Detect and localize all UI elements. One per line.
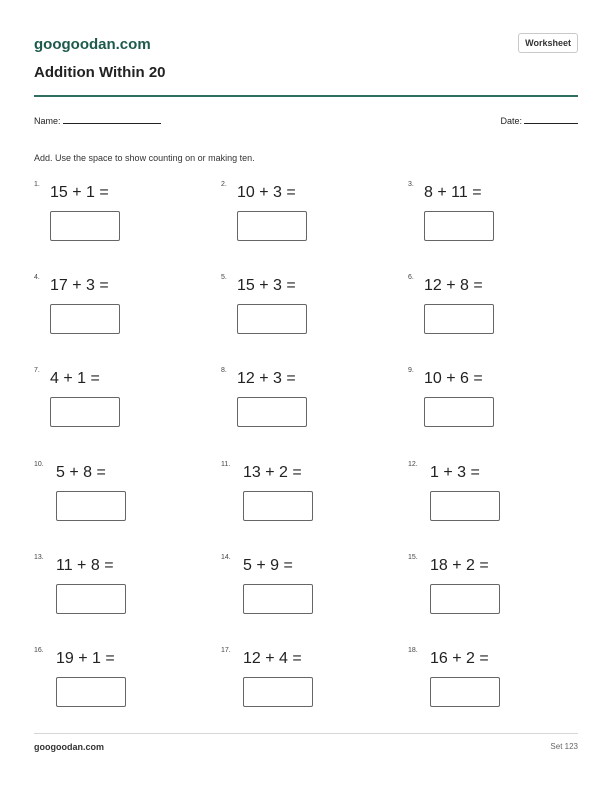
problem-number: 11. [221, 461, 231, 468]
problem-18 [408, 647, 568, 727]
problem-15 [408, 554, 568, 634]
problem-expression: 1 + 3 = [430, 464, 480, 481]
problem-expression: 12 + 8 = [424, 277, 483, 294]
problem-13 [34, 554, 194, 634]
footer-set-number: Set 123 [550, 742, 578, 751]
problem-expression: 8 + 11 = [424, 184, 482, 201]
footer-site[interactable]: googoodan.com [34, 742, 104, 752]
answer-box[interactable] [56, 677, 126, 707]
answer-box[interactable] [243, 677, 313, 707]
answer-box[interactable] [424, 211, 494, 241]
answer-box[interactable] [430, 584, 500, 614]
problem-expression: 19 + 1 = [56, 650, 115, 667]
problem-1 [34, 181, 194, 261]
answer-box[interactable] [56, 491, 126, 521]
name-label: Name: [34, 116, 61, 126]
answer-box[interactable] [430, 677, 500, 707]
problem-expression: 10 + 3 = [237, 184, 296, 201]
problem-number: 13. [34, 554, 44, 561]
problem-expression: 5 + 9 = [243, 557, 293, 574]
problem-expression: 11 + 8 = [56, 557, 114, 574]
problem-16 [34, 647, 194, 727]
problem-number: 12. [408, 461, 418, 468]
name-field [34, 114, 161, 126]
worksheet-badge: Worksheet [518, 33, 578, 53]
problem-expression: 5 + 8 = [56, 464, 106, 481]
problem-expression: 13 + 2 = [243, 464, 302, 481]
problem-4 [34, 274, 194, 354]
instructions-text: Add. Use the space to show counting on or making ten. [34, 153, 255, 163]
problem-expression: 16 + 2 = [430, 650, 489, 667]
date-blank-line[interactable] [524, 114, 578, 124]
problem-10 [34, 461, 194, 541]
problem-expression: 15 + 1 = [50, 184, 109, 201]
problem-number: 8. [221, 367, 227, 374]
problem-number: 9. [408, 367, 414, 374]
problem-expression: 12 + 3 = [237, 370, 296, 387]
name-blank-line[interactable] [63, 114, 161, 124]
problem-number: 16. [34, 647, 44, 654]
answer-box[interactable] [424, 304, 494, 334]
problem-number: 1. [34, 181, 40, 188]
problem-9 [408, 367, 568, 447]
problem-number: 2. [221, 181, 227, 188]
brand-logo-text[interactable]: googoodan.com [34, 36, 151, 53]
problem-number: 3. [408, 181, 414, 188]
problem-17 [221, 647, 381, 727]
problem-expression: 4 + 1 = [50, 370, 100, 387]
problem-number: 14. [221, 554, 231, 561]
problem-3 [408, 181, 568, 261]
problem-number: 17. [221, 647, 231, 654]
problem-7 [34, 367, 194, 447]
problem-8 [221, 367, 381, 447]
problem-number: 18. [408, 647, 418, 654]
problem-expression: 18 + 2 = [430, 557, 489, 574]
problem-11 [221, 461, 381, 541]
answer-box[interactable] [424, 397, 494, 427]
problem-12 [408, 461, 568, 541]
answer-box[interactable] [50, 397, 120, 427]
answer-box[interactable] [237, 304, 307, 334]
date-field [500, 114, 578, 126]
problem-2 [221, 181, 381, 261]
answer-box[interactable] [243, 491, 313, 521]
problem-number: 15. [408, 554, 418, 561]
answer-box[interactable] [237, 211, 307, 241]
date-label: Date: [500, 116, 522, 126]
answer-box[interactable] [243, 584, 313, 614]
answer-box[interactable] [430, 491, 500, 521]
header-divider [34, 95, 578, 97]
answer-box[interactable] [50, 304, 120, 334]
problem-number: 10. [34, 461, 44, 468]
problem-6 [408, 274, 568, 354]
page-title: Addition Within 20 [34, 64, 166, 81]
problem-number: 6. [408, 274, 414, 281]
answer-box[interactable] [56, 584, 126, 614]
problem-number: 7. [34, 367, 40, 374]
problem-number: 4. [34, 274, 40, 281]
answer-box[interactable] [237, 397, 307, 427]
problem-expression: 12 + 4 = [243, 650, 302, 667]
problem-expression: 10 + 6 = [424, 370, 483, 387]
problem-expression: 17 + 3 = [50, 277, 109, 294]
problem-5 [221, 274, 381, 354]
footer-divider [34, 733, 578, 734]
problem-number: 5. [221, 274, 227, 281]
answer-box[interactable] [50, 211, 120, 241]
problem-14 [221, 554, 381, 634]
problem-expression: 15 + 3 = [237, 277, 296, 294]
